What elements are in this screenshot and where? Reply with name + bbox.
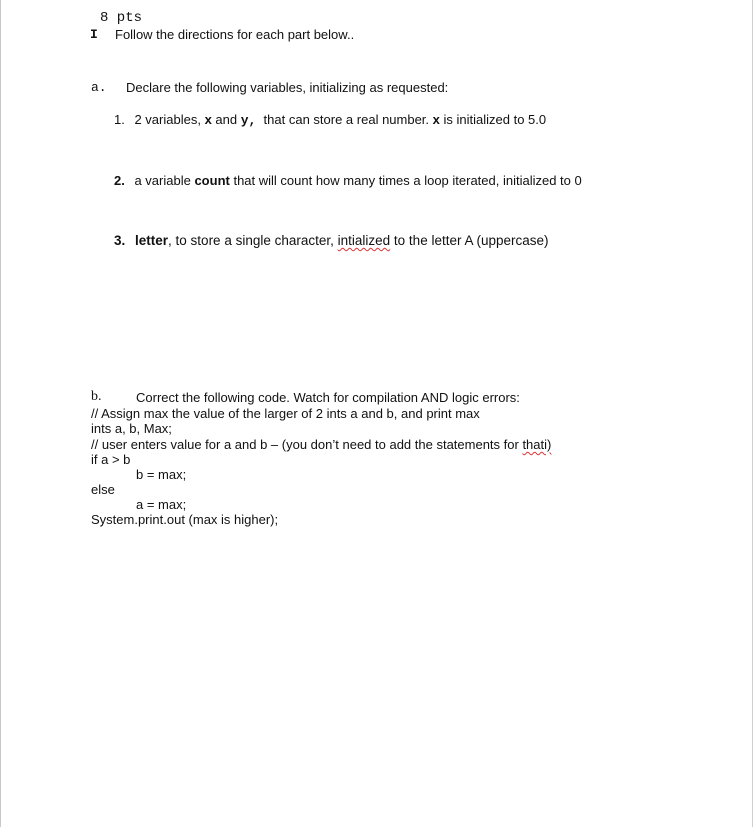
misspelled-word: thati) [522, 437, 552, 452]
var-x: x [204, 112, 212, 127]
code-line-comment: // Assign max the value of the larger of 2 ints a and b, and print max [91, 406, 480, 421]
list-item [114, 233, 549, 248]
var-letter: letter [135, 233, 169, 248]
var-count: count [194, 173, 230, 188]
item-text-pre: a variable [134, 173, 195, 188]
code-comment-text: // user enters value for a and b – (you don’t need to add the statements for [91, 437, 523, 452]
list-item [114, 112, 546, 128]
item-number: 1. [114, 112, 125, 127]
code-line-if: if a > b [91, 452, 131, 467]
instruction-text: Follow the directions for each part below.. [115, 27, 355, 42]
item-text-pre: , to store a single character, [168, 233, 338, 248]
list-item [114, 173, 582, 188]
code-line-else-body: a = max; [136, 497, 187, 512]
item-text-post: to the letter A (uppercase) [390, 233, 549, 248]
code-line-then: b = max; [136, 467, 187, 482]
code-line-print: System.print.out (max is higher); [91, 512, 279, 527]
part-b-intro: Correct the following code. Watch for compilation AND logic errors: [136, 390, 520, 405]
item-number: 2. [114, 173, 125, 188]
var-y: y, [240, 113, 257, 128]
page-edge-left [0, 0, 1, 827]
code-line-declaration: ints a, b, Max; [91, 421, 172, 436]
part-b-label: b. [91, 389, 102, 404]
misspelled-word: intialized [337, 233, 391, 248]
item-text-post: that will count how many times a loop iterated, initialized to 0 [229, 173, 582, 188]
question-marker: I [90, 27, 98, 42]
part-a-label: a. [91, 80, 107, 95]
points-label: 8 pts [100, 10, 143, 26]
code-line-else: else [91, 482, 115, 497]
part-a-intro: Declare the following variables, initializing as requested: [126, 80, 449, 95]
item-number: 3. [114, 233, 126, 248]
item-text-post: is initialized to 5.0 [439, 112, 547, 127]
item-text-and: and [211, 112, 241, 127]
code-line-user-comment [91, 437, 551, 452]
item-text-pre: 2 variables, [134, 112, 205, 127]
item-text-mid: that can store a real number. [256, 112, 433, 127]
var-x-2: x [432, 112, 440, 127]
page-edge-right [752, 0, 753, 827]
